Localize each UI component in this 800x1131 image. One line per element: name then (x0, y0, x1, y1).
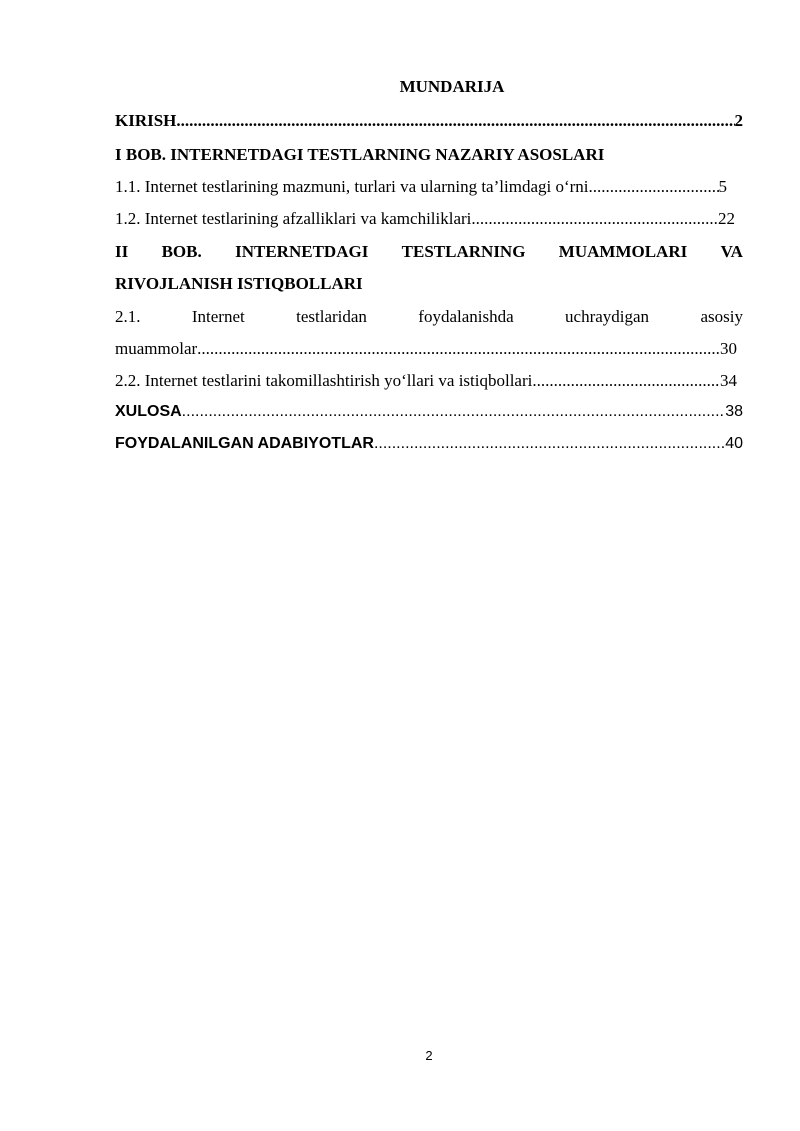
toc-word: uchraydigan (565, 307, 650, 326)
toc-entry-1-2[interactable] (115, 209, 735, 229)
page-title: MUNDARIJA (399, 77, 505, 96)
toc-leader-dots (197, 339, 720, 359)
toc-word: II (115, 242, 129, 261)
toc-entry-page: 5 (718, 177, 727, 196)
toc-word: Internet (191, 307, 245, 326)
toc-entry-kirish[interactable] (115, 111, 743, 131)
toc-chapter-2-line1[interactable] (115, 242, 743, 262)
toc-entry-label: 1.2. Internet testlarining afzalliklari va kamchiliklari (115, 209, 472, 228)
toc-entry-page: 34 (720, 371, 737, 390)
toc-entry-page: 38 (725, 403, 743, 420)
toc-entry-label: 1.1. Internet testlarining mazmuni, turlari va ularning ta’limdagi o‘rni (115, 177, 589, 196)
toc-word: asosiy (700, 307, 743, 326)
toc-entry-label: KIRISH (115, 111, 177, 130)
toc-entry-label: muammolar (115, 339, 198, 358)
toc-word: MUAMMOLARI (558, 242, 688, 261)
toc-entry-page: 2 (734, 111, 743, 130)
toc-leader-dots (374, 435, 725, 453)
toc-leader-dots (471, 209, 718, 229)
toc-word: INTERNETDAGI (235, 242, 369, 261)
toc-word: foydalanishda (418, 307, 514, 326)
page-number: 2 (425, 1048, 433, 1063)
toc-word: BOB. (161, 242, 202, 261)
toc-entry-label: FOYDALANILGAN ADABIYOTLAR (115, 435, 374, 452)
toc-word: testlaridan (296, 307, 367, 326)
toc-entry-xulosa[interactable] (115, 403, 743, 421)
toc-word: 2.1. (115, 307, 141, 326)
toc-leader-dots (532, 371, 720, 391)
toc-leader-dots (176, 111, 734, 131)
toc-chapter-2-line2[interactable]: RIVOJLANISH ISTIQBOLLARI (115, 274, 363, 293)
toc-leader-dots (589, 177, 719, 197)
toc-entry-label: 2.2. Internet testlarini takomillashtirish yo‘llari va istiqbollari (115, 371, 533, 390)
toc-entry-label: XULOSA (115, 403, 182, 420)
toc-entry-adabiyotlar[interactable] (115, 435, 743, 453)
toc-entry-2-2[interactable] (115, 371, 737, 391)
toc-leader-dots (182, 403, 726, 421)
toc-entry-page: 40 (725, 435, 743, 452)
toc-chapter-1[interactable]: I BOB. INTERNETDAGI TESTLARNING NAZARIY ASOSLARI (115, 145, 605, 164)
toc-entry-2-1-line2[interactable] (115, 339, 737, 359)
toc-word: TESTLARNING (401, 242, 526, 261)
toc-entry-page: 22 (718, 209, 735, 228)
toc-word: VA (720, 242, 743, 261)
toc-entry-page: 30 (720, 339, 737, 358)
toc-entry-1-1[interactable] (115, 177, 727, 197)
toc-entry-2-1-line1[interactable] (115, 307, 743, 327)
